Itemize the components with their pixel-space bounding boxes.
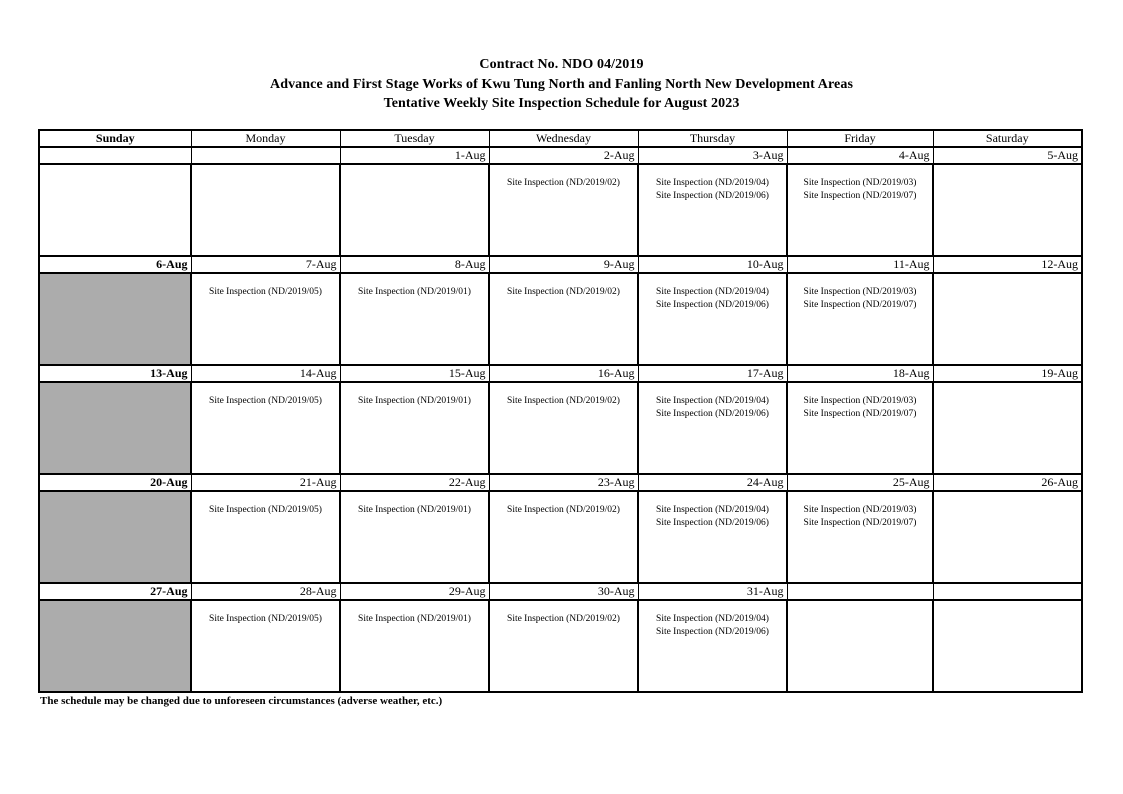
calendar-day-cell-saturday	[933, 382, 1082, 474]
date-cell-15-aug: 15-Aug	[340, 365, 489, 382]
date-cell-empty	[933, 583, 1082, 600]
inspection-entry: Site Inspection (ND/2019/01)	[358, 286, 471, 297]
calendar-day-cell-thursday	[638, 491, 787, 583]
calendar-day-cell-monday	[191, 382, 340, 474]
inspection-entry: Site Inspection (ND/2019/04)	[656, 613, 769, 624]
inspection-entry: Site Inspection (ND/2019/06)	[656, 517, 769, 528]
date-cell-5-aug: 5-Aug	[933, 147, 1082, 164]
week-4-content-row	[39, 491, 1082, 583]
date-cell-8-aug: 8-Aug	[340, 256, 489, 273]
inspection-entry: Site Inspection (ND/2019/07)	[803, 299, 917, 310]
calendar-day-cell-thursday	[638, 382, 787, 474]
day-header-saturday: Saturday	[933, 130, 1082, 147]
calendar-day-cell-friday	[787, 164, 933, 256]
inspection-entry: Site Inspection (ND/2019/06)	[656, 190, 769, 201]
date-cell-28-aug: 28-Aug	[191, 583, 340, 600]
calendar-day-cell-thursday	[638, 600, 787, 692]
date-cell-10-aug: 10-Aug	[638, 256, 787, 273]
date-cell-16-aug: 16-Aug	[489, 365, 638, 382]
calendar-day-cell-sunday	[39, 273, 191, 365]
day-header-tuesday: Tuesday	[340, 130, 489, 147]
project-title: Advance and First Stage Works of Kwu Tung North and Fanling North New Development Areas	[269, 76, 853, 92]
calendar-day-cell-wednesday	[489, 491, 638, 583]
calendar-day-cell-saturday	[933, 491, 1082, 583]
inspection-entry: Site Inspection (ND/2019/02)	[507, 613, 620, 624]
inspection-calendar-table	[38, 129, 1083, 693]
calendar-day-cell-wednesday	[489, 600, 638, 692]
date-cell-4-aug: 4-Aug	[787, 147, 933, 164]
contract-number: Contract No. NDO 04/2019	[479, 57, 644, 72]
calendar-day-cell-tuesday	[340, 273, 489, 365]
week-5-content-row	[39, 600, 1082, 692]
date-cell-22-aug: 22-Aug	[340, 474, 489, 491]
day-header-wednesday: Wednesday	[489, 130, 638, 147]
calendar-day-cell-sunday	[39, 382, 191, 474]
calendar-day-cell-saturday	[933, 600, 1082, 692]
inspection-entry: Site Inspection (ND/2019/07)	[803, 517, 917, 528]
calendar-day-cell-wednesday	[489, 382, 638, 474]
day-header-thursday: Thursday	[638, 130, 787, 147]
date-cell-31-aug: 31-Aug	[638, 583, 787, 600]
inspection-entry: Site Inspection (ND/2019/04)	[656, 504, 769, 515]
calendar-day-cell-monday	[191, 600, 340, 692]
week-3-content-row	[39, 382, 1082, 474]
day-header-row	[39, 130, 1082, 147]
calendar-day-cell-wednesday	[489, 164, 638, 256]
date-cell-2-aug: 2-Aug	[489, 147, 638, 164]
inspection-entry: Site Inspection (ND/2019/07)	[803, 190, 917, 201]
inspection-entry: Site Inspection (ND/2019/05)	[209, 395, 322, 406]
week-1-date-row	[39, 147, 1082, 164]
date-cell-17-aug: 17-Aug	[638, 365, 787, 382]
inspection-entry: Site Inspection (ND/2019/01)	[358, 504, 471, 515]
inspection-entry: Site Inspection (ND/2019/02)	[507, 395, 620, 406]
inspection-entry: Site Inspection (ND/2019/02)	[507, 286, 620, 297]
calendar-day-cell-tuesday	[340, 491, 489, 583]
date-cell-19-aug: 19-Aug	[933, 365, 1082, 382]
date-cell-12-aug: 12-Aug	[933, 256, 1082, 273]
calendar-day-cell-monday	[191, 273, 340, 365]
date-cell-9-aug: 9-Aug	[489, 256, 638, 273]
day-header-friday: Friday	[787, 130, 933, 147]
calendar-day-cell-tuesday	[340, 600, 489, 692]
inspection-entry: Site Inspection (ND/2019/04)	[656, 177, 769, 188]
date-cell-21-aug: 21-Aug	[191, 474, 340, 491]
inspection-entry: Site Inspection (ND/2019/06)	[656, 299, 769, 310]
calendar-day-cell-thursday	[638, 273, 787, 365]
inspection-entry: Site Inspection (ND/2019/02)	[507, 504, 620, 515]
week-2-content-row	[39, 273, 1082, 365]
calendar-day-cell-sunday	[39, 164, 191, 256]
week-2-date-row	[39, 256, 1082, 273]
inspection-entry: Site Inspection (ND/2019/04)	[656, 286, 769, 297]
date-cell-30-aug: 30-Aug	[489, 583, 638, 600]
calendar-day-cell-sunday	[39, 491, 191, 583]
date-cell-20-aug: 20-Aug	[39, 474, 191, 491]
day-header-sunday: Sunday	[39, 130, 191, 147]
calendar-day-cell-friday	[787, 382, 933, 474]
inspection-entry: Site Inspection (ND/2019/05)	[209, 286, 322, 297]
calendar-day-cell-friday	[787, 273, 933, 365]
schedule-page	[0, 55, 1123, 794]
inspection-entry: Site Inspection (ND/2019/02)	[507, 177, 620, 188]
date-cell-24-aug: 24-Aug	[638, 474, 787, 491]
calendar-day-cell-sunday	[39, 600, 191, 692]
inspection-entry: Site Inspection (ND/2019/01)	[358, 395, 471, 406]
week-3-date-row	[39, 365, 1082, 382]
inspection-entry: Site Inspection (ND/2019/03)	[803, 395, 917, 406]
footnote: The schedule may be changed due to unforeseen circumstances (adverse weather, etc.)	[40, 694, 443, 707]
calendar-day-cell-tuesday	[340, 382, 489, 474]
inspection-entry: Site Inspection (ND/2019/03)	[803, 504, 917, 515]
date-cell-1-aug: 1-Aug	[340, 147, 489, 164]
inspection-entry: Site Inspection (ND/2019/07)	[803, 408, 917, 419]
inspection-entry: Site Inspection (ND/2019/05)	[209, 504, 322, 515]
calendar-day-cell-wednesday	[489, 273, 638, 365]
date-cell-3-aug: 3-Aug	[638, 147, 787, 164]
date-cell-empty	[191, 147, 340, 164]
title-block	[0, 55, 1123, 114]
calendar-day-cell-thursday	[638, 164, 787, 256]
calendar-day-cell-monday	[191, 491, 340, 583]
date-cell-empty	[39, 147, 191, 164]
week-5-date-row	[39, 583, 1082, 600]
date-cell-empty	[787, 583, 933, 600]
date-cell-14-aug: 14-Aug	[191, 365, 340, 382]
inspection-entry: Site Inspection (ND/2019/01)	[358, 613, 471, 624]
schedule-title: Tentative Weekly Site Inspection Schedule for August 2023	[383, 96, 740, 111]
calendar-day-cell-saturday	[933, 273, 1082, 365]
inspection-entry: Site Inspection (ND/2019/04)	[656, 395, 769, 406]
inspection-entry: Site Inspection (ND/2019/06)	[656, 626, 769, 637]
calendar-day-cell-friday	[787, 491, 933, 583]
date-cell-11-aug: 11-Aug	[787, 256, 933, 273]
calendar-day-cell-monday	[191, 164, 340, 256]
inspection-entry: Site Inspection (ND/2019/03)	[803, 177, 917, 188]
date-cell-13-aug: 13-Aug	[39, 365, 191, 382]
date-cell-6-aug: 6-Aug	[39, 256, 191, 273]
date-cell-25-aug: 25-Aug	[787, 474, 933, 491]
week-1-content-row	[39, 164, 1082, 256]
date-cell-26-aug: 26-Aug	[933, 474, 1082, 491]
date-cell-18-aug: 18-Aug	[787, 365, 933, 382]
date-cell-27-aug: 27-Aug	[39, 583, 191, 600]
inspection-entry: Site Inspection (ND/2019/03)	[803, 286, 917, 297]
date-cell-23-aug: 23-Aug	[489, 474, 638, 491]
calendar-day-cell-friday	[787, 600, 933, 692]
week-4-date-row	[39, 474, 1082, 491]
inspection-entry: Site Inspection (ND/2019/05)	[209, 613, 322, 624]
calendar-day-cell-tuesday	[340, 164, 489, 256]
date-cell-7-aug: 7-Aug	[191, 256, 340, 273]
day-header-monday: Monday	[191, 130, 340, 147]
date-cell-29-aug: 29-Aug	[340, 583, 489, 600]
calendar-day-cell-saturday	[933, 164, 1082, 256]
inspection-entry: Site Inspection (ND/2019/06)	[656, 408, 769, 419]
